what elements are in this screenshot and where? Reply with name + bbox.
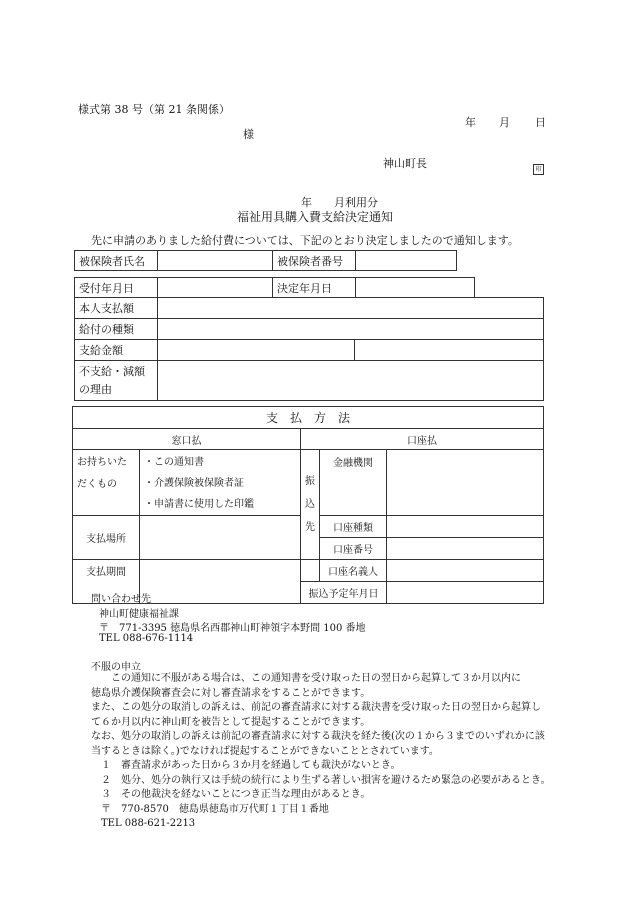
transfer-char: 振 [305, 476, 315, 487]
appeal-line: なお、処分の取消しの訴えは前記の審査請求に対する裁決を経た後(次の１から３までのいずれかに該 [91, 731, 545, 742]
bring-items-list [140, 450, 301, 516]
payment-method-heading: 支 払 方 法 [73, 407, 544, 429]
received-date-field[interactable] [158, 278, 273, 298]
appeal-line: 当するときは除く。)でなければ提起することができないこととされています。 [91, 745, 439, 757]
appeal-line: この通知に不服がある場合は、この通知書を受け取った日の翌日から起算して３か月以内に [91, 673, 521, 684]
payment-amount-label: 支給金額 [75, 340, 158, 361]
list-item: ・申請書に使用した印鑑 [144, 499, 254, 510]
bring-items-label-line1: お持ちいた [77, 457, 127, 468]
payment-period-field[interactable] [140, 560, 301, 604]
reason-label [75, 361, 158, 401]
insured-number-field[interactable] [356, 251, 457, 271]
transfer-char: 先 [305, 522, 315, 533]
transfer-destination-label [301, 450, 320, 560]
appeal-line: 徳島県介護保険審査会に対し審査請求をすることができます。 [91, 687, 371, 699]
self-payment-field[interactable] [158, 298, 544, 319]
bring-items-label-line2: だくもの [77, 479, 117, 490]
self-payment-label: 本人支払額 [75, 298, 158, 319]
usage-period: 年 月利用分 [301, 196, 378, 209]
reason-label-line2: の理由 [79, 382, 112, 396]
date-day-label: 日 [535, 116, 546, 129]
account-type-field[interactable] [387, 516, 544, 538]
payment-amount-field[interactable] [158, 340, 355, 361]
page-title: 福祉用具購入費支給決定通知 [237, 210, 394, 224]
benefit-type-label: 給付の種類 [75, 319, 158, 340]
appeal-body [91, 672, 551, 832]
list-item: ・介護保険被保険者証 [144, 478, 244, 489]
account-number-label: 口座番号 [320, 538, 387, 560]
benefit-type-field[interactable] [158, 319, 544, 340]
appeal-line: ３ その他裁決を経ないことにつき正当な理由があるとき。 [91, 789, 371, 800]
insured-name-label: 被保険者氏名 [75, 251, 158, 271]
recipient-honorific: 様 [243, 128, 254, 141]
form-number: 様式第 38 号（第 21 条関係） [78, 103, 230, 116]
appeal-line: また、この処分の取消しの訴えは、前記の審査請求に対する裁決書を受け取った日の翌日から起算し [91, 702, 541, 713]
account-holder-field[interactable] [387, 560, 544, 582]
issuer-name: 神山町長 [383, 157, 427, 170]
contact-phone: TEL 088-676-1114 [99, 633, 194, 644]
transfer-char: 込 [305, 499, 315, 510]
date-year-label: 年 [465, 116, 476, 129]
account-number-field[interactable] [387, 538, 544, 560]
payment-period-label: 支払期間 [73, 560, 140, 604]
received-date-label: 受付年月日 [75, 278, 158, 298]
transfer-date-field[interactable] [387, 582, 544, 604]
appeal-line: 〒 770-8570 徳島県徳島市万代町１丁目１番地 [91, 803, 329, 815]
appeal-line: て６か月以内に神山町を被告として提起することができます。 [91, 716, 371, 728]
contact-address: 〒 771-3395 徳島県名西郡神山町神領字本野間 100 番地 [99, 623, 366, 634]
decision-date-field[interactable] [356, 278, 475, 298]
contact-heading: 問い合わせ先 [91, 594, 151, 605]
counter-payment-heading: 窓口払 [73, 429, 301, 450]
insured-name-field[interactable] [158, 251, 273, 271]
bank-field[interactable] [387, 450, 544, 516]
seal-icon: 印 [533, 164, 544, 175]
payment-place-label: 支払場所 [73, 516, 140, 560]
decision-date-label: 決定年月日 [273, 278, 356, 298]
reason-field[interactable] [158, 361, 544, 401]
account-holder-label: 口座名義人 [320, 560, 387, 582]
payment-method-table [72, 406, 544, 604]
appeal-line: ２ 処分、処分の執行又は手続の続行により生ずる著しい損害を避けるため緊急の必要があるとき。 [91, 774, 551, 786]
transfer-date-label: 振込予定年月日 [301, 582, 387, 604]
account-type-label: 口座種類 [320, 516, 387, 538]
seal-mark [533, 156, 544, 175]
appeal-heading: 不服の申立 [91, 662, 141, 673]
insured-number-label: 被保険者番号 [273, 251, 356, 271]
appeal-line: １ 審査請求があった日から３か月を経過しても裁決がないとき。 [91, 760, 401, 771]
account-payment-heading: 口座払 [301, 429, 544, 450]
bring-items-label [73, 450, 140, 516]
insured-table [74, 250, 457, 271]
bank-label: 金融機関 [320, 450, 387, 516]
date-month-label: 月 [499, 116, 510, 129]
amount-table [74, 297, 544, 401]
payment-place-field[interactable] [140, 516, 301, 560]
list-item: ・この通知書 [144, 457, 204, 468]
payment-amount-extra[interactable] [355, 340, 544, 361]
appeal-line: TEL 088-621-2213 [91, 818, 196, 829]
contact-department: 神山町健康福祉課 [99, 609, 179, 620]
intro-text: 先に申請のありました給付費については、下記のとおり決定しましたので通知します。 [91, 234, 519, 247]
decision-table [74, 277, 475, 298]
reason-label-line1: 不支給・減額 [79, 364, 145, 378]
